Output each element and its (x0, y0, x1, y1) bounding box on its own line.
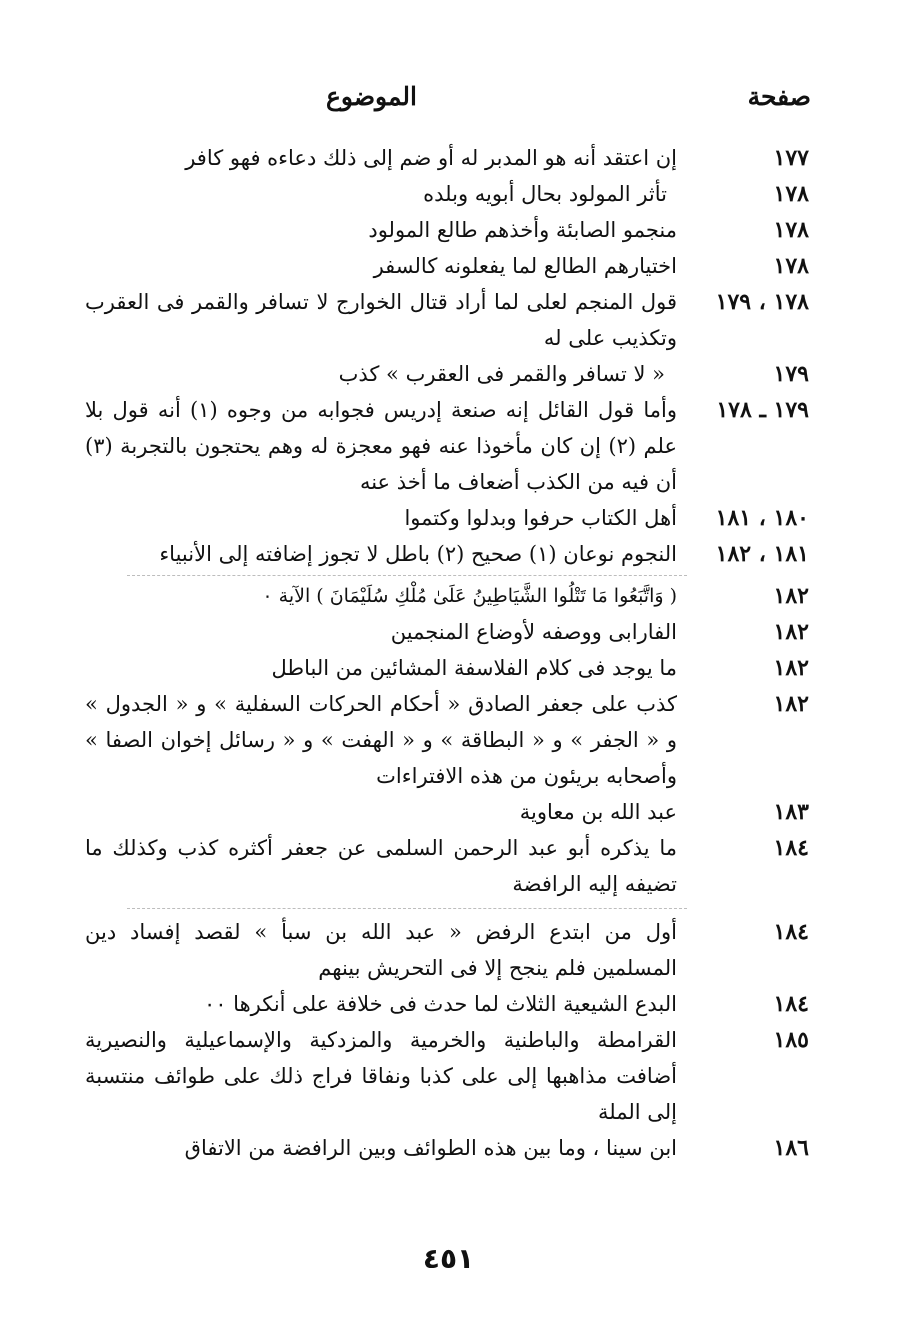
index-entry (0, 284, 897, 356)
topic-column-header: الموضوع (326, 82, 417, 111)
entry-text: منجمو الصابئة وأخذهم طالع المولود (368, 218, 677, 242)
quran-verse-entry: ( وَاتَّبَعُوا مَا تَتْلُوا الشَّيَاطِينُ عَلَىٰ مُلْكِ سُلَيْمَانَ ) الآية ٠ (262, 585, 677, 607)
entry-page: ١٨٤ (773, 919, 809, 945)
index-entry (0, 1022, 897, 1130)
entry-page: ١٨٢ (773, 691, 809, 717)
index-entry (0, 578, 897, 614)
index-entry (0, 536, 897, 572)
entry-text: تأثر المولود بحال أبويه وبلده (423, 182, 667, 206)
entry-page: ١٨٤ (773, 991, 809, 1017)
entry-text: قول المنجم لعلى لما أراد قتال الخوارج لا تسافر والقمر فى العقرب وتكذيب على له (85, 290, 677, 350)
entry-page: ١٨٢ (773, 583, 809, 609)
index-entry (0, 686, 897, 794)
entry-page: ١٨٤ (773, 835, 809, 861)
index-entry (0, 392, 897, 500)
entry-page: ١٧٩ ـ ١٧٨ (716, 397, 809, 423)
entry-page: ١٧٧ (773, 145, 809, 171)
index-entry (0, 248, 897, 284)
separator-line (127, 575, 687, 576)
index-entry (0, 986, 897, 1022)
entry-page: ١٧٨ (773, 253, 809, 279)
entry-text: وأما قول القائل إنه صنعة إدريس فجوابه من وجوه (١) أنه قول بلا علم (٢) إن كان مأخوذا عنه فهو معجزة له وهم يحتجون بالتجربة (٣) أن فيه من الكذب أضعاف ما أخذ عنه (85, 398, 678, 494)
entry-page: ١٨٢ (773, 655, 809, 681)
index-entry (0, 212, 897, 248)
entry-page: ١٧٨ (773, 217, 809, 243)
entry-text: النجوم نوعان (١) صحيح (٢) باطل لا تجوز إضافته إلى الأنبياء (159, 542, 677, 566)
entry-page: ١٨٢ (773, 619, 809, 645)
index-entry (0, 650, 897, 686)
entry-text: الفارابى ووصفه لأوضاع المنجمين (390, 620, 677, 644)
entry-page: ١٨٣ (773, 799, 809, 825)
entry-text: ما يذكره أبو عبد الرحمن السلمى عن جعفر أكثره كذب وكذلك ما تضيفه إليه الرافضة (85, 836, 677, 896)
entry-text: القرامطة والباطنية والخرمية والمزدكية والإسماعيلية والنصيرية أضافت مذاهبها إلى على كذبا ونفاقا فراج ذلك على طوائف منتسبة إلى الملة (85, 1028, 677, 1124)
entry-text: ما يوجد فى كلام الفلاسفة المشائين من الباطل (271, 656, 677, 680)
separator (0, 902, 897, 914)
entry-text: ابن سينا ، وما بين هذه الطوائف وبين الرافضة من الاتفاق (184, 1136, 677, 1160)
index-entry (0, 356, 897, 392)
entry-text: إن اعتقد أنه هو المدبر له أو ضم إلى ذلك دعاءه فهو كافر (185, 146, 677, 170)
index-entry (0, 140, 897, 176)
entry-page: ١٨٠ ، ١٨١ (715, 505, 809, 531)
index-entry (0, 176, 897, 212)
entry-page: ١٨١ ، ١٨٢ (715, 541, 809, 567)
entry-page: ١٨٥ (773, 1027, 809, 1053)
entry-text: كذب على جعفر الصادق « أحكام الحركات السفلية » و « الجدول » و « الجفر » و « البطاقة » و « الهفت » و « رسائل إخوان الصفا » وأصحابه بريئون من هذه الافتراءات (85, 692, 677, 788)
entry-text: أهل الكتاب حرفوا وبدلوا وكتموا (404, 506, 677, 530)
page-number: ٤٥١ (422, 1242, 475, 1275)
entry-text: أول من ابتدع الرفض « عبد الله بن سبأ » لقصد إفساد دين المسلمين فلم ينجح إلا فى التحريش بينهم (85, 920, 677, 980)
entry-text: عبد الله بن معاوية (519, 800, 677, 824)
entry-page: ١٨٦ (773, 1135, 809, 1161)
index-entry (0, 914, 897, 986)
entry-text: البدع الشيعية الثلاث لما حدث فى خلافة على أنكرها ٠٠ (203, 992, 677, 1016)
entry-text: اختيارهم الطالع لما يفعلونه كالسفر (373, 254, 677, 278)
page-column-header: صفحة (747, 82, 811, 111)
entry-text: « لا تسافر والقمر فى العقرب » كذب (338, 362, 665, 386)
index-entries (0, 140, 897, 1166)
entry-page: ١٧٩ (773, 361, 809, 387)
separator-line (127, 908, 687, 909)
index-entry (0, 500, 897, 536)
entry-page: ١٧٨ (773, 181, 809, 207)
index-entry (0, 830, 897, 902)
index-entry (0, 794, 897, 830)
index-entry (0, 614, 897, 650)
index-entry (0, 1130, 897, 1166)
entry-page: ١٧٨ ، ١٧٩ (715, 289, 809, 315)
